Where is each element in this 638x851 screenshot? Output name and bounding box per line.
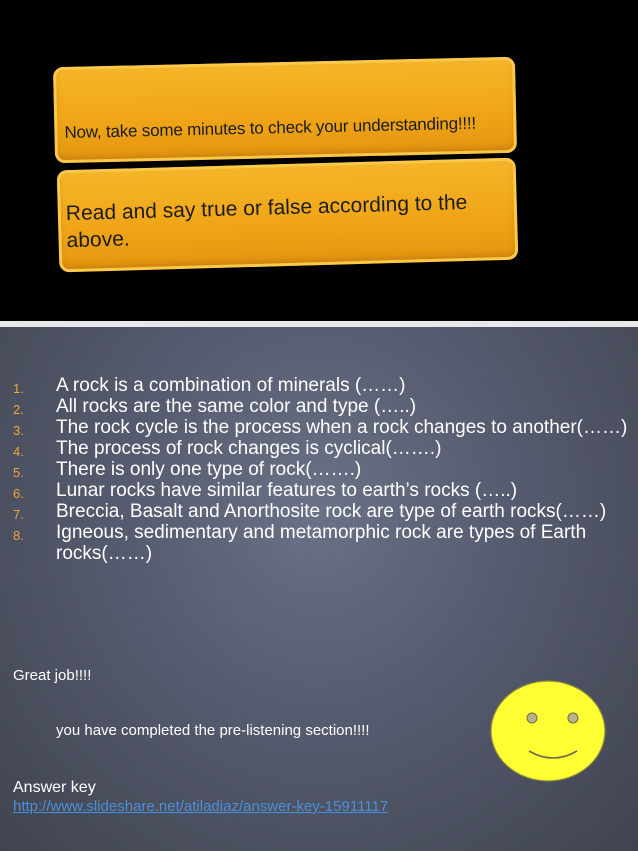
instruction-banner <box>53 57 517 163</box>
great-job-text: Great job!!!! <box>13 667 92 684</box>
question-item <box>0 480 638 501</box>
question-number: 8. <box>13 528 24 543</box>
question-number: 7. <box>13 507 24 522</box>
question-text: There is only one type of rock(…….) <box>56 459 362 480</box>
instruction-text: Now, take some minutes to check your understanding!!!! <box>64 113 477 143</box>
question-text: The process of rock changes is cyclical(…….) <box>56 438 442 459</box>
question-text: A rock is a combination of minerals (……) <box>56 375 406 396</box>
question-text: All rocks are the same color and type (…..) <box>56 396 417 417</box>
question-text: Breccia, Basalt and Anorthosite rock are type of earth rocks(……) <box>56 501 607 522</box>
question-text: Lunar rocks have similar features to earth’s rocks (…..) <box>56 480 518 501</box>
question-text: The rock cycle is the process when a rock changes to another(……) <box>56 417 628 438</box>
question-item <box>0 417 638 438</box>
question-item <box>0 459 638 480</box>
question-item <box>0 438 638 459</box>
task-banner <box>57 158 519 273</box>
question-number: 3. <box>13 423 24 438</box>
question-number: 1. <box>13 381 24 396</box>
question-item <box>0 396 638 417</box>
smiley-face-circle <box>491 681 605 781</box>
question-item <box>0 501 638 522</box>
question-number: 4. <box>13 444 24 459</box>
question-text: Igneous, sedimentary and metamorphic rock are types of Earth rocks(……) <box>56 522 587 564</box>
smiley-face-icon <box>489 679 607 783</box>
answer-key-link[interactable]: http://www.slideshare.net/atiladiaz/answer-key-15911117 <box>13 798 389 815</box>
task-text: Read and say true or false according to the above. <box>65 190 468 253</box>
question-number: 2. <box>13 402 24 417</box>
question-item <box>0 522 638 564</box>
answer-key-label: Answer key <box>13 779 96 796</box>
title-area <box>0 0 638 321</box>
completed-text: you have completed the pre-listening section!!!! <box>56 722 370 739</box>
smiley-left-eye <box>527 713 537 723</box>
content-area <box>0 327 638 851</box>
question-list <box>0 375 638 564</box>
question-number: 6. <box>13 486 24 501</box>
question-item <box>0 375 638 396</box>
smiley-right-eye <box>568 713 578 723</box>
question-number: 5. <box>13 465 24 480</box>
